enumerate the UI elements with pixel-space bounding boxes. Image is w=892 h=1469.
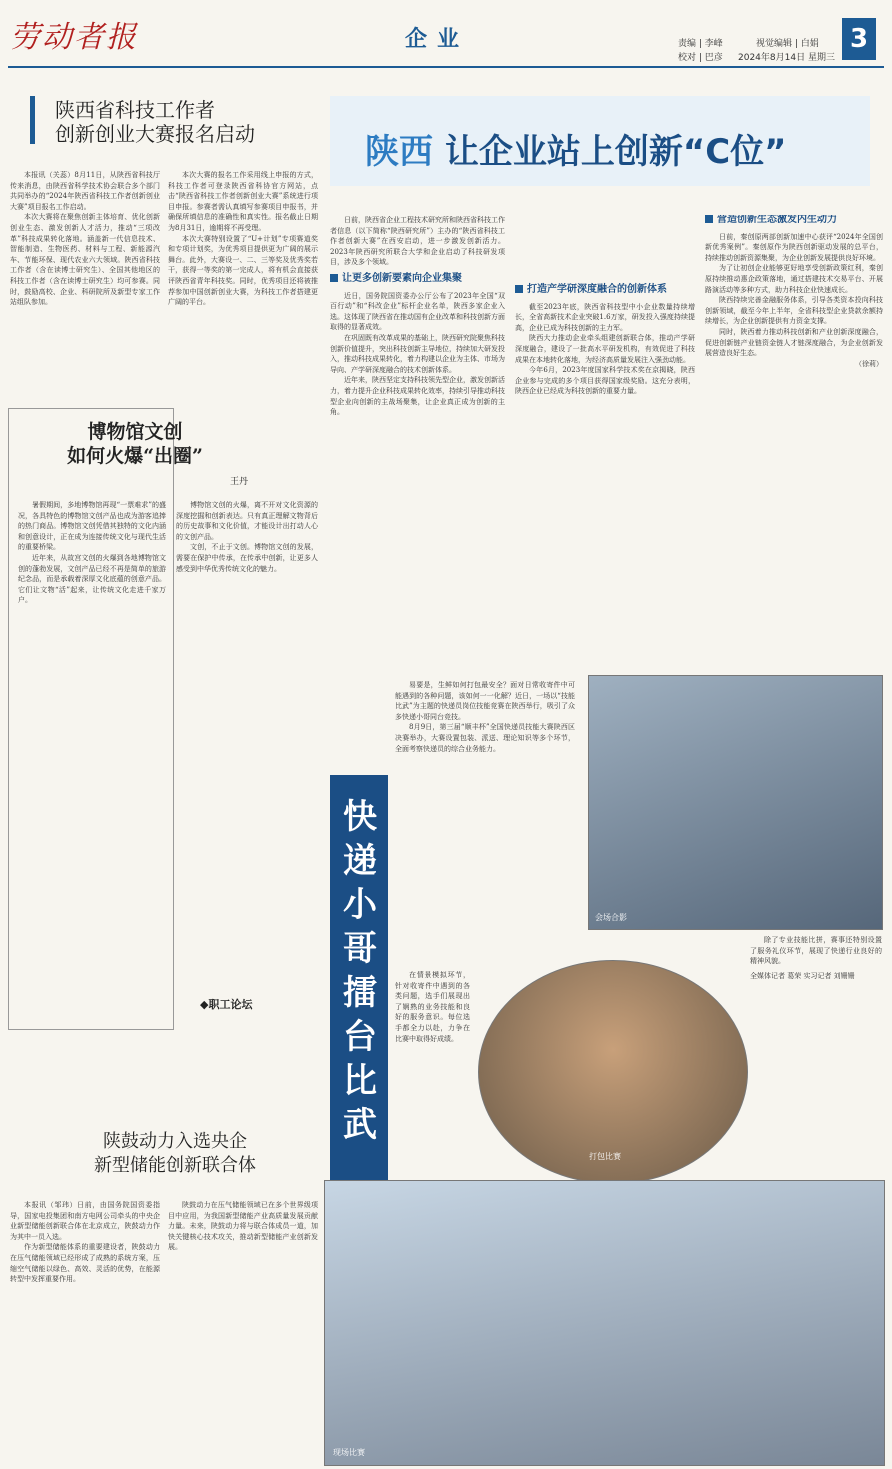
article-a-title-line2: 创新创业大赛报名启动 (55, 122, 255, 146)
article-a-para: 本次大赛特别设置了“U+计划”专项赛道奖和专项计划奖，为优秀项目提供更为广阔的展示舞台。此外，大赛设一、二、三等奖及优秀奖若干，获得一等奖的第一完成人，将有机会直接获评陕西省青年科技奖。同时，优秀项目还将被推荐参加中国创新创业大赛，为科技工作者搭建更广阔的平台。 (168, 234, 318, 307)
main-col2 (515, 215, 695, 665)
main-subhead-2: 打造产学研深度融合的创新体系 (515, 285, 695, 296)
main-para: 日前，秦创原两部创新加速中心获评“2024年全国创新优秀案例”。秦创原作为陕西创新驱动发展的总平台，持续推动创新资源集聚，为企业创新发展提供良好环境。 (705, 232, 883, 262)
header-rule (8, 66, 884, 68)
courier-byline: 全媒体记者 葛荣 实习记者 刘姗姗 (750, 971, 855, 980)
courier-col2 (395, 970, 470, 1170)
article-a-para: 本次大赛将在聚焦创新主体培育、优化创新创业生态、激发创新人才活力，推动“三项改革”科技成果转化落地。涵盖新一代信息技术、智能制造、生物医药、材料与工程、新能源汽车、节能环保、现代农业六大领域。陕西省科技工作者（含在读博士研究生）、全国其他地区的科技工作者（含在读博士研究生）均可参赛。同时，鼓励高校、企业、科研院所及新型专家工作站组队参加。 (10, 213, 160, 307)
courier-para: 易要是，生鲜如何打包最安全？面对日常收寄件中可能遇到的各种问题，该如何一一化解？近日，一场以“技能比武”为主题的快递员岗位技能竞赛在陕西举行，吸引了众多快递小哥同台竞技。 (395, 681, 575, 721)
main-col3 (705, 215, 883, 665)
photo-competition (324, 1180, 885, 1466)
main-title-part1: 陕西 (365, 132, 433, 172)
museum-para: 近年来，从故宫文创的火爆到各地博物馆文创的蓬勃发展，文创产品已经不再是简单的旅游纪念品，而是承载着深厚文化底蕴的创意产品。它们让文物“活”起来，让传统文化走进千家万户。 (18, 553, 166, 605)
article-c-col2 (168, 1200, 318, 1462)
article-a-col2 (168, 170, 318, 400)
main-article-title (365, 124, 787, 173)
main-title-part2: 让企业站上创新“C位” (444, 132, 787, 172)
photo-packing-caption: 打包比赛 (589, 1152, 621, 1161)
editor-credit: 责编 | 李峰 (678, 39, 723, 49)
photo-packing-circle (478, 960, 748, 1184)
article-c-title (55, 1130, 295, 1178)
courier-col1 (395, 680, 575, 885)
article-a-title-line1: 陕西省科技工作者 (55, 98, 215, 122)
courier-title: 快递小哥擂台比武 (343, 797, 377, 1145)
main-subhead-3: 营造创新生态激发内生动力 (705, 215, 883, 226)
main-para: 为了让初创企业能够更好地享受创新政策红利，秦创原持续推动惠企政策落地，通过搭建技术交易平台、开展路演活动等多种方式，助力科技企业快速成长。 (705, 264, 883, 294)
main-para: 陕西持续完善金融服务体系，引导各类资本投向科技创新领域，截至今年上半年，全省科技型企业贷款余额持续增长，为企业创新提供有力资金支撑。 (705, 296, 883, 326)
museum-col1 (18, 500, 166, 1010)
courier-para: 在情景模拟环节，针对收寄件中遇到的各类问题，选手们展现出了娴熟的业务技能和良好的服务意识。每位选手都全力以赴，力争在比赛中取得好成绩。 (395, 971, 470, 1043)
courier-para: 除了专业技能比拼，赛事还特别设置了服务礼仪环节，展现了快递行业良好的精神风貌。 (750, 936, 882, 966)
main-subhead-1: 让更多创新要素向企业集聚 (330, 274, 505, 285)
headline-accent-bar (30, 96, 35, 144)
article-c-para: 本报讯（邹玮）日前，由国务院国资委指导，国家电投集团和南方电网公司牵头的中央企业新型储能创新联合体在北京成立，陕鼓动力作为其中一员入选。 (10, 1201, 160, 1241)
article-c-title-line1: 陕鼓动力入选央企 (103, 1131, 247, 1152)
main-para: 截至2023年底，陕西省科技型中小企业数量持续增长，全省高新技术企业突破1.6万家，研发投入强度持续提高，企业已成为科技创新的主力军。 (515, 302, 695, 332)
visual-credit: 视觉编辑 | 白娟 (756, 39, 819, 49)
museum-para: 暑假期间，多地博物馆再现“一票难求”的盛况，各具特色的博物馆文创产品也成为游客追捧的热门商品。博物馆文创凭借其独特的文化内涵和创意设计，正在成为连接传统文化与现代生活的重要桥梁。 (18, 501, 166, 552)
article-c-para: 作为新型储能体系的重要建设者，陕鼓动力在压气储能领域已经形成了成熟的系统方案，压缩空气储能以绿色、高效、灵活的优势，在能源转型中发挥重要作用。 (10, 1243, 160, 1284)
article-a-para: 本报讯（关蕊）8月11日，从陕西省科技厅传来消息，由陕西省科学技术协会联合多个部门共同举办的“2024年陕西省科技工作者创新创业大赛”项目报名工作启动。 (10, 171, 160, 211)
main-para: 日前，陕西省企业工程技术研究所和陕西省科技工作者信息（以下简称“陕西研究所”）主办的“陕西省科技工作者创新大赛”在西安启动，进一步激发创新活力。2023年陕西研究所联合大学和企业启动了科技研发项目，涉及多个领域。 (330, 216, 505, 267)
museum-title (60, 420, 210, 468)
article-c-para: 陕鼓动力在压气储能领域已在多个世界级项目中应用，为我国新型储能产业高质量发展贡献力量。未来，陕鼓动力将与联合体成员一道，加快关键核心技术攻关，推动新型储能产业创新发展。 (168, 1201, 318, 1252)
museum-author: 王丹 (230, 477, 249, 487)
main-para: 同时，陕西着力推动科技创新和产业创新深度融合，促进创新链产业链资金链人才链深度融合，为企业创新发展营造良好生态。 (705, 327, 883, 358)
courier-para: 8月9日，第三届“顺丰杯”全国快递员技能大赛陕西区决赛举办，大赛设置包装、派送、理论知识等多个环节，全面考察快递员的综合业务能力。 (395, 723, 575, 753)
photo-audience-caption: 会场合影 (595, 913, 627, 922)
article-c-title-line2: 新型储能创新联合体 (94, 1155, 256, 1176)
courier-col3 (750, 935, 882, 1135)
proof-credit: 校对 | 巴彦 (678, 53, 723, 63)
article-c-col1 (10, 1200, 160, 1462)
museum-column-tag: ◆职工论坛 (200, 998, 253, 1011)
main-para: 陕西大力推动企业牵头组建创新联合体，推动产学研深度融合，建设了一批高水平研发机构，有效促进了科技成果在本地转化落地，为经济高质量发展注入强劲动能。 (515, 334, 695, 364)
main-col1 (330, 215, 505, 665)
photo-competition-caption: 现场比赛 (333, 1448, 365, 1457)
photo-audience (588, 675, 883, 930)
main-para: 在巩固既有改革成果的基础上，陕西研究院聚焦科技创新价值提升，突出科技创新主导地位，持续加大研发投入，推动科技成果转化，着力构建以企业为主体、市场为导向、产学研深度融合的技术创新体系。 (330, 333, 505, 374)
masthead (8, 8, 884, 64)
museum-title-line1: 博物馆文创 (87, 421, 183, 443)
museum-para: 文创，不止于文创。博物馆文创的发展，需要在保护中传承，在传承中创新，让更多人感受到中华优秀传统文化的魅力。 (176, 543, 318, 573)
museum-title-line2: 如何火爆“出圈” (67, 445, 203, 467)
article-a-col1 (10, 170, 160, 400)
issue-date: 2024年8月14日 星期三 (738, 53, 835, 63)
article-a-title (55, 98, 255, 146)
page-number: 3 (842, 18, 876, 60)
newspaper-logo: 劳动者报 (10, 20, 138, 55)
museum-col2 (176, 500, 318, 990)
main-para: 近日，国务院国资委办公厅公布了2023年全国“双百行动”和“科改企业”标杆企业名单，陕西多家企业入选。这体现了陕西省在推动国有企业改革和科技创新方面取得的显著成效。 (330, 291, 505, 332)
museum-para: 博物馆文创的火爆，离不开对文化资源的深度挖掘和创新表达。只有真正理解文物背后的历史故事和文化价值，才能设计出打动人心的文创产品。 (176, 501, 318, 541)
main-para: 近年来，陕西坚定支持科技领先型企业，激发创新活力，着力提升企业科技成果转化效率，持续引导推动科技型企业向创新的主战场聚集，让企业真正成为创新的主角。 (330, 376, 505, 417)
article-a-para: 本次大赛的报名工作采用线上申报的方式，科技工作者可登录陕西省科协官方网站，点击“陕西省科技工作者创新创业大赛”系统进行项目申报。参赛者需认真填写参赛项目申报书，并确保所填信息的准确性和真实性。报名截止日期为8月31日，逾期将不再受理。 (168, 171, 318, 232)
main-para: 今年6月，2023年度国家科学技术奖在京揭晓，陕西企业参与完成的多个项目获得国家级奖励。这充分表明，陕西企业已经成为科技创新的重要力量。 (515, 366, 695, 396)
main-byline: （徐莉） (855, 359, 883, 368)
section-name: 企业 (405, 26, 470, 52)
